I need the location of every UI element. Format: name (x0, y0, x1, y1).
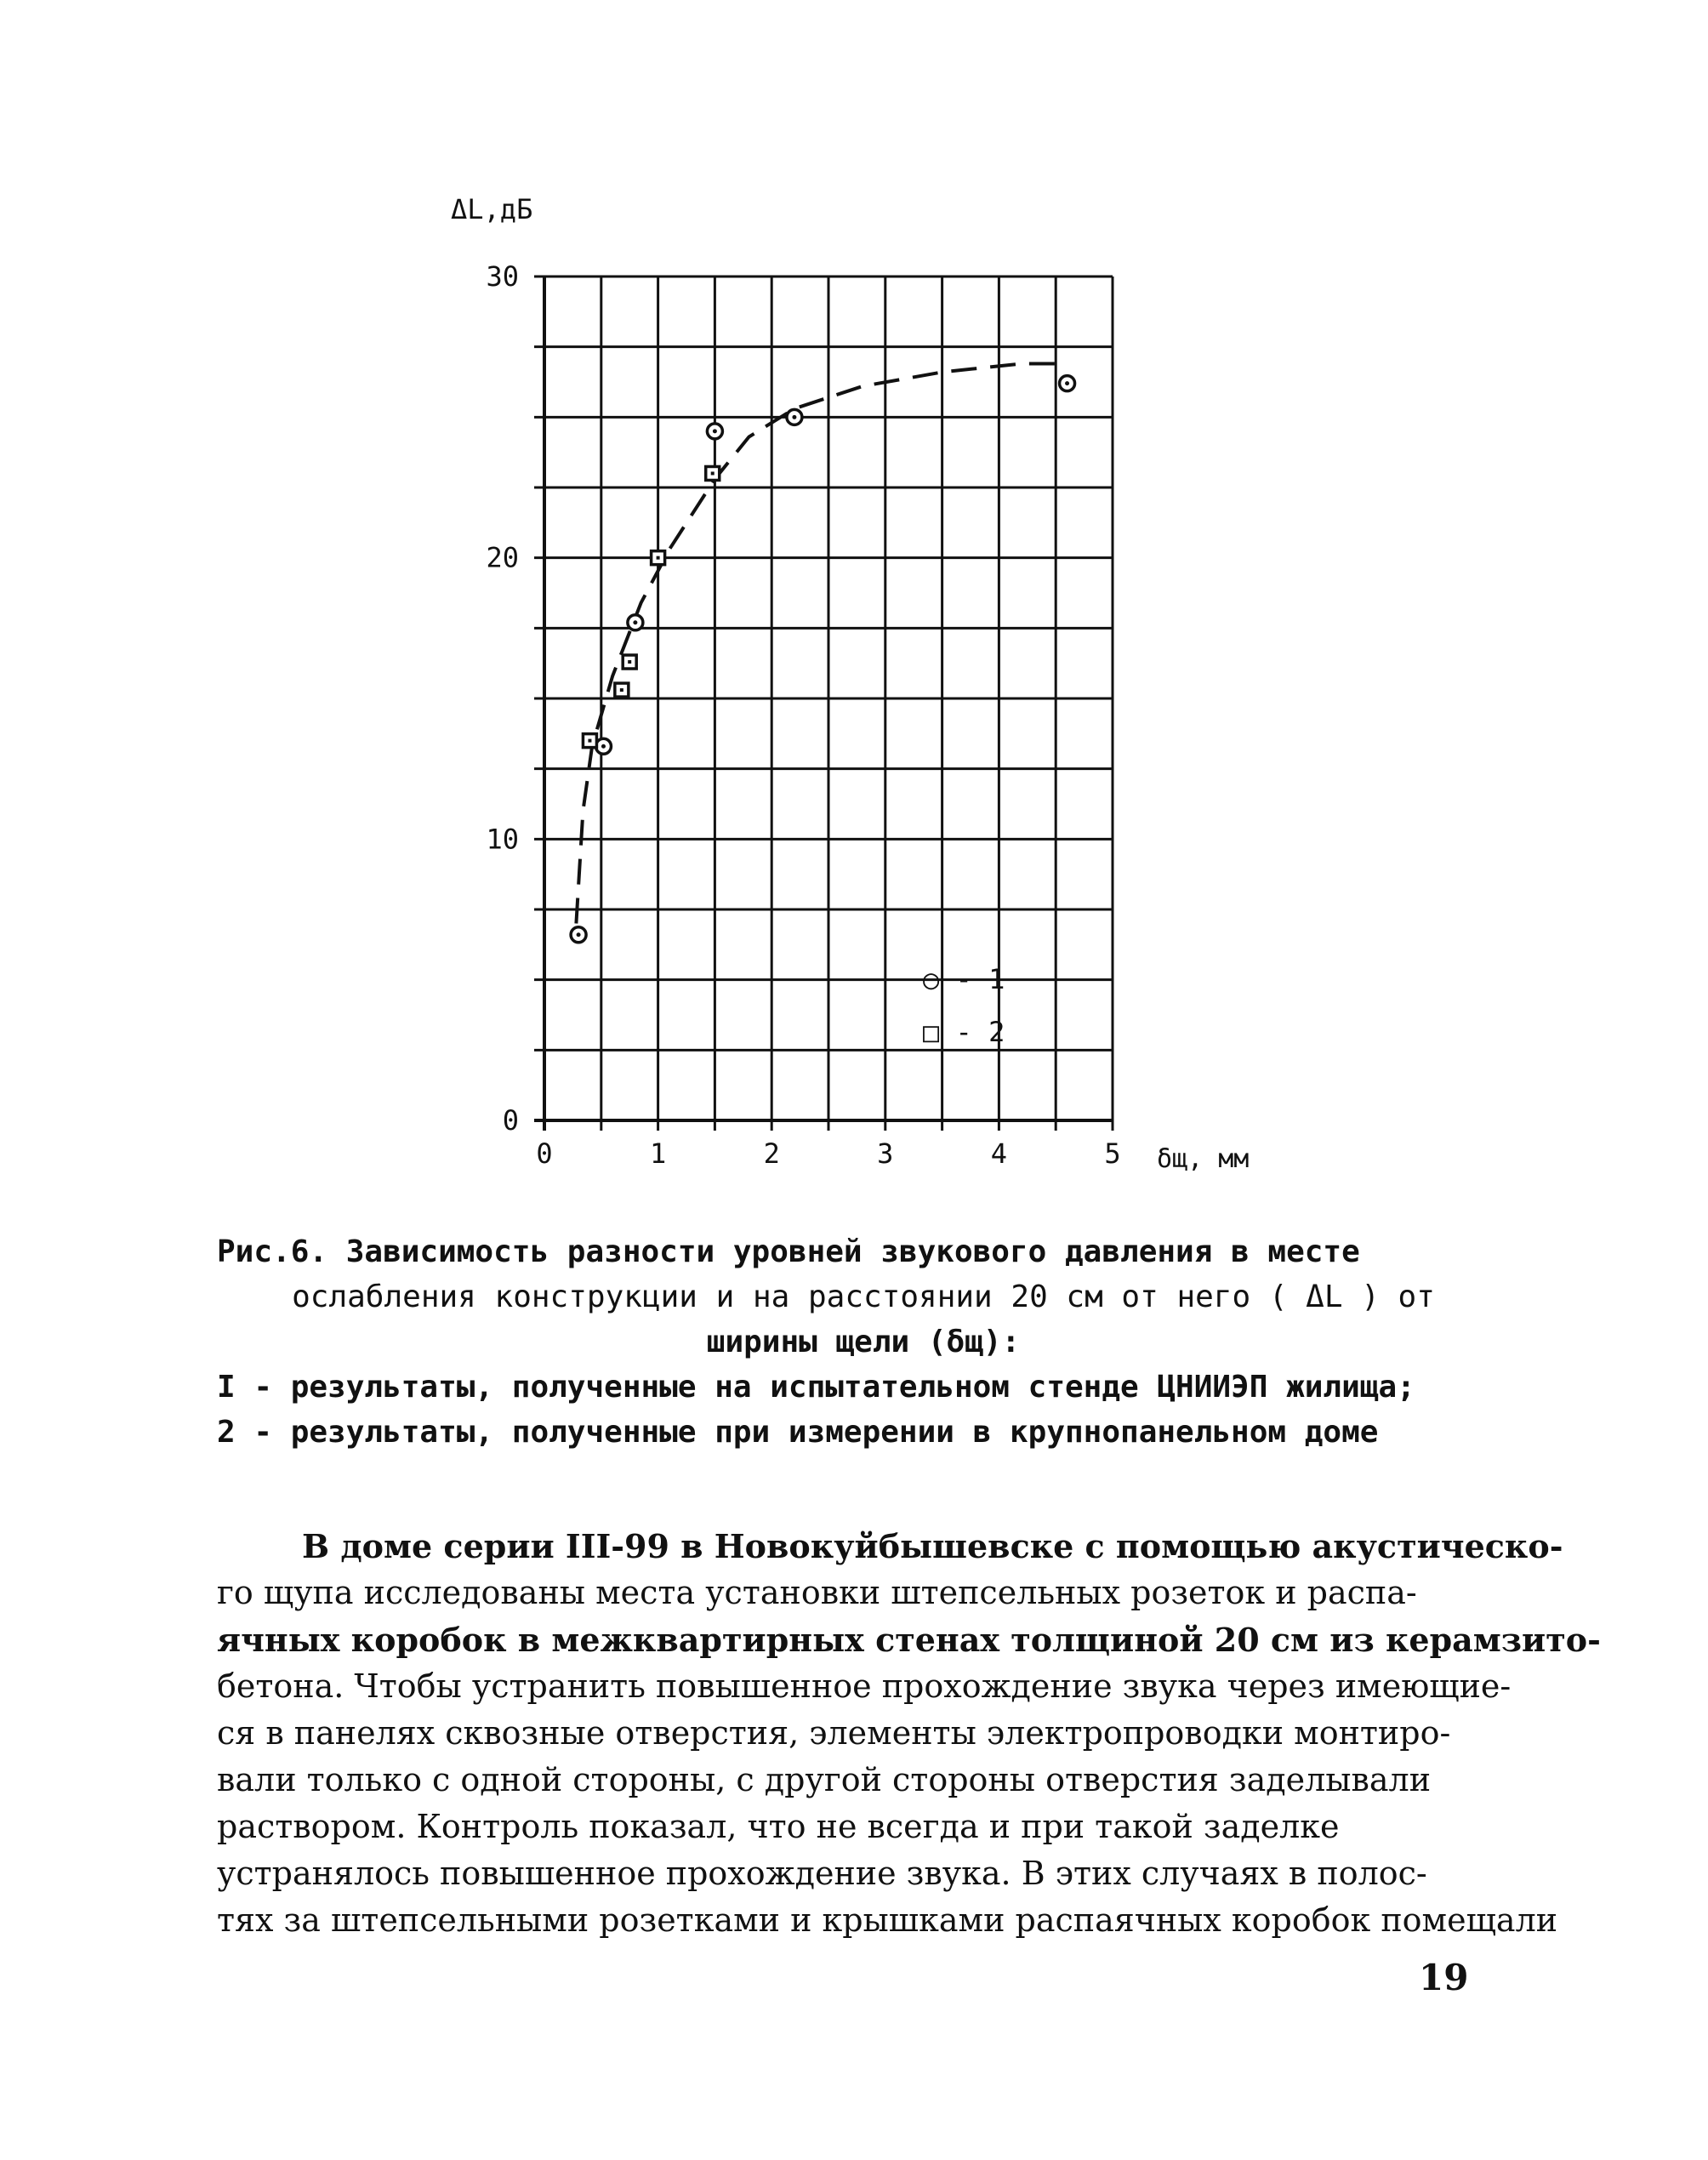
data-point-series-1 (571, 927, 586, 943)
caption-line-5: 2 - результаты, полученные при измерении в крупнопанельном доме (217, 1415, 1379, 1450)
body-line-1: В доме серии III-99 в Новокуйбышевске с помощью акустическо- (302, 1527, 1563, 1565)
body-line-4: бетона. Чтобы устранить повышенное прохождение звука через имеющие- (217, 1667, 1512, 1705)
legend-item-1: ○ - 1 (923, 963, 1005, 995)
figure (425, 170, 1276, 1208)
chart (425, 170, 1276, 1208)
caption-line-4: I - результаты, полученные на испытательном стенде ЦНИИЭП жилища; (217, 1370, 1415, 1405)
data-point-series-1 (1060, 376, 1075, 391)
x-tick-label: 2 (763, 1137, 780, 1170)
grid (534, 276, 1113, 1131)
data-point-series-2 (623, 655, 636, 669)
x-tick-label: 0 (536, 1137, 553, 1170)
caption-line-3: ширины щели (δщ): (706, 1325, 1021, 1359)
body-paragraph (217, 1523, 1601, 1944)
body-line-2: го щупа исследованы места установки штепсельных розеток и распа- (217, 1574, 1417, 1611)
body-line-8: устранялось повышенное прохождение звука. В этих случаях в полос- (217, 1855, 1427, 1892)
legend (923, 963, 1005, 1048)
body-line-9: тях за штепсельными розетками и крышками распаячных коробок помещали (217, 1901, 1558, 1939)
y-axis-label: ΔL,дБ (451, 193, 533, 225)
x-tick-label: 1 (649, 1137, 667, 1170)
legend-item-2: □ - 2 (923, 1016, 1005, 1048)
data-point-series-2 (583, 734, 596, 748)
data-point-series-1 (787, 409, 802, 425)
x-tick-label: 4 (990, 1137, 1008, 1170)
x-tick-label: 5 (1104, 1137, 1121, 1170)
figure-caption (217, 1229, 1510, 1455)
tick-labels-layer (486, 260, 1120, 1170)
x-axis-label: δщ, мм (1157, 1144, 1250, 1174)
data-point-series-1 (707, 424, 722, 439)
page-number: 19 (1419, 1957, 1469, 1998)
data-point-series-2 (706, 466, 720, 480)
x-tick-label: 3 (877, 1137, 894, 1170)
y-tick-label: 0 (502, 1104, 519, 1137)
y-tick-label: 30 (486, 260, 519, 293)
data-point-series-1 (628, 615, 643, 630)
body-line-6: вали только с одной стороны, с другой стороны отверстия заделывали (217, 1761, 1432, 1798)
data-point-series-2 (615, 683, 629, 697)
body-line-7: раствором. Контроль показал, что не всегда и при такой заделке (217, 1808, 1340, 1845)
body-line-5: ся в панелях сквозные отверстия, элементы электропроводки монтиро- (217, 1714, 1451, 1752)
y-tick-label: 10 (486, 823, 519, 856)
body-line-3: ячных коробок в межквартирных стенах толщиной 20 см из керамзито- (217, 1621, 1601, 1659)
data-point-series-2 (652, 551, 665, 565)
y-tick-label: 20 (486, 541, 519, 574)
caption-line-2: ослабления конструкции и на расстоянии 20 см от него ( ΔL ) от (292, 1279, 1435, 1314)
caption-line-1: Рис.6. Зависимость разности уровней звукового давления в месте (217, 1234, 1360, 1269)
